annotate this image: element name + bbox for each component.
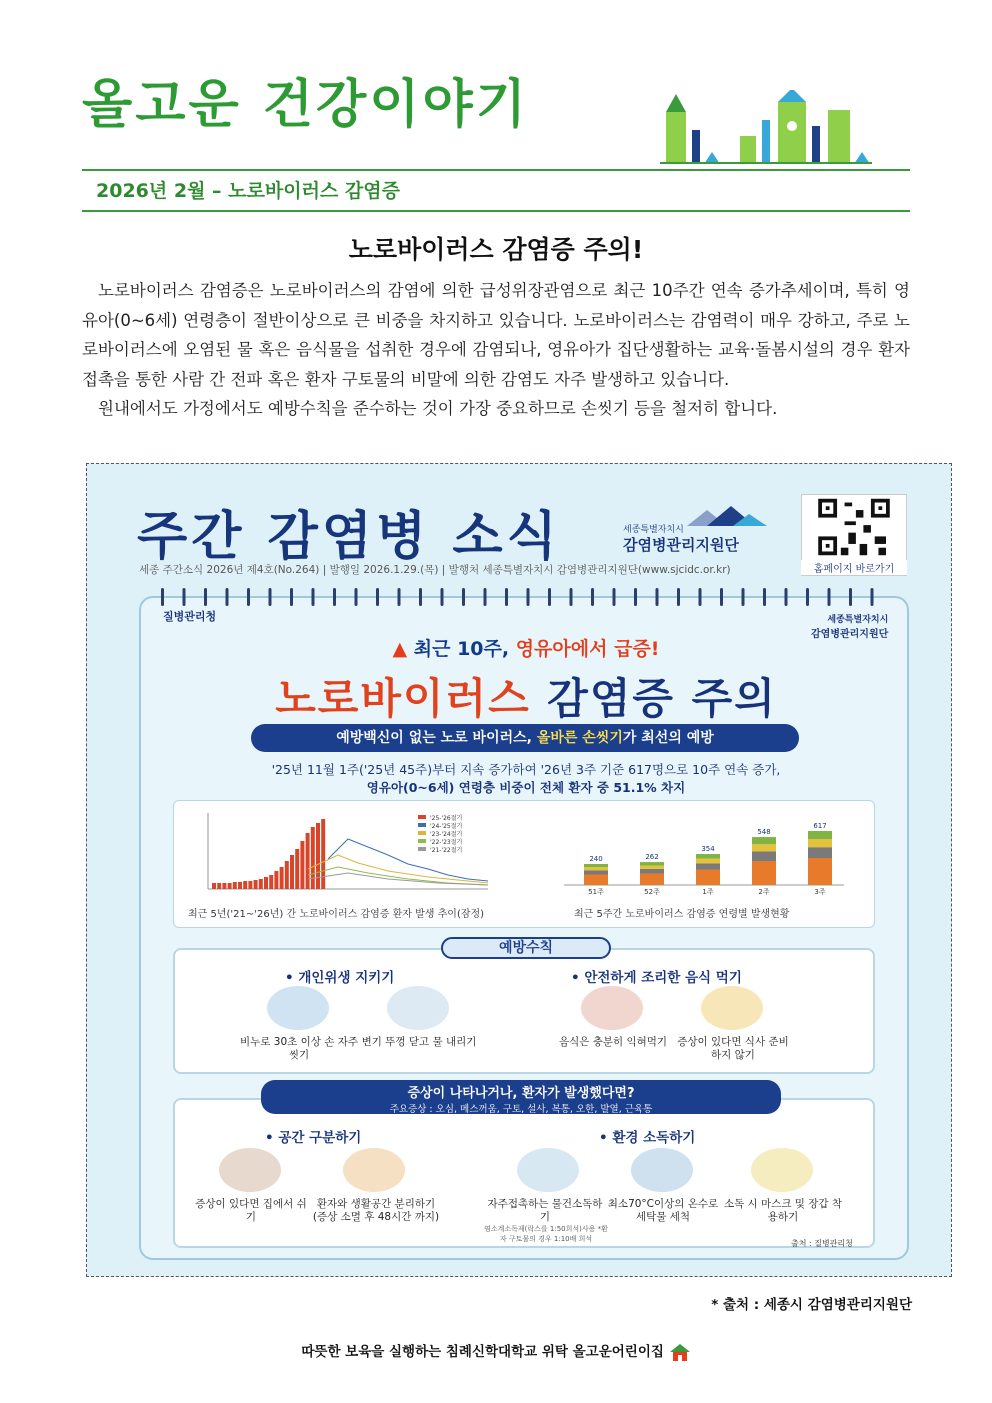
ring bbox=[763, 588, 766, 606]
symptom-banner bbox=[261, 1080, 781, 1114]
ring bbox=[634, 588, 637, 606]
ring bbox=[462, 588, 465, 606]
legend-swatch bbox=[418, 815, 426, 819]
bar-segment bbox=[640, 862, 664, 865]
bar-segment bbox=[640, 869, 664, 874]
bar-mark bbox=[264, 877, 268, 889]
alert-text-b: 영유아에서 급증! bbox=[515, 638, 660, 660]
poster-org-name: 감염병관리지원단 bbox=[623, 536, 739, 554]
legend-label: '24-'25절기 bbox=[430, 823, 463, 830]
sym-item-4: 최소70°C이상의 온수로 세탁물 세척 bbox=[607, 1198, 719, 1223]
legend-label: '25-'26절기 bbox=[430, 815, 463, 822]
ring bbox=[849, 588, 852, 606]
qr-code-icon bbox=[802, 495, 906, 559]
ring bbox=[484, 588, 487, 606]
sym-heading-2: • 환경 소독하기 bbox=[599, 1130, 696, 1146]
poster-source: 출처 : 질병관리청 bbox=[791, 1239, 853, 1248]
ring bbox=[548, 588, 551, 606]
ring bbox=[871, 588, 874, 606]
bar-segment bbox=[752, 851, 776, 861]
bar-value-label: 354 bbox=[701, 845, 715, 854]
sym-note: 염소계소독제(락스를 1:50희석)사용 *환자 구토물의 경우 1:10배 희석 bbox=[484, 1225, 608, 1243]
banner-text-b: 올바른 손씻기 bbox=[536, 730, 623, 746]
bar-mark bbox=[274, 871, 278, 889]
ring bbox=[312, 588, 315, 606]
bar-segment bbox=[696, 854, 720, 859]
prev-item-1: 비누로 30초 이상 손 자주 씻기 bbox=[240, 1036, 358, 1061]
article-headline: 노로바이러스 감염증 주의! bbox=[348, 235, 644, 264]
bar-mark bbox=[280, 867, 284, 889]
ring bbox=[785, 588, 788, 606]
bar-category-label: 52주 bbox=[644, 888, 660, 896]
prevention-banner bbox=[251, 724, 799, 752]
sym-title: 증상이 나타나거나, 환자가 발생했다면? bbox=[407, 1086, 635, 1101]
bar-segment bbox=[696, 870, 720, 885]
bar-segment bbox=[752, 837, 776, 844]
ring bbox=[204, 588, 207, 606]
ring bbox=[376, 588, 379, 606]
article-paragraph-1: 노로바이러스 감염증은 노로바이러스의 감염에 의한 급성위장관염으로 최근 10주간 연속 증가추세이며, 특히 영유아(0~6세) 연령층이 절반이상으로 큰 비중을 차지하고 있습니다. 노로바이러스는 감염력이 매우 강하고, 주로 노로바이러스에 오염된 물 혹은 음식물을 섭취한 경우에 감염되나, 영유아가 집단생활하는 교육·돌봄시설의 경우 환자접촉을 통한 사람 간 전파 혹은 환자 구토물의 비말에 의한 감염도 자주 발생하고 있습니다. bbox=[82, 281, 910, 389]
siren-icon: ▲ bbox=[392, 638, 414, 660]
sjc-name: 감염병관리지원단 bbox=[811, 629, 889, 640]
ring bbox=[398, 588, 401, 606]
bar-mark bbox=[300, 841, 304, 889]
ring bbox=[183, 588, 186, 606]
article-paragraph-2: 원내에서도 가정에서도 예방수칙을 준수하는 것이 가장 중요하므로 손씻기 등을 철저히 합니다. bbox=[98, 399, 778, 418]
bar-segment bbox=[752, 861, 776, 885]
bar-segment bbox=[584, 867, 608, 870]
infection-news-poster bbox=[86, 463, 952, 1277]
footer-label: 따뜻한 보육을 실행하는 침례신학대학교 위탁 올고운어린이집 bbox=[301, 1344, 664, 1360]
alert-text-a: 최근 10주, bbox=[413, 638, 516, 660]
cooking-pot-icon bbox=[581, 986, 643, 1030]
bar-segment bbox=[584, 875, 608, 886]
ring bbox=[699, 588, 702, 606]
age-bar-chart bbox=[544, 809, 854, 897]
ring bbox=[355, 588, 358, 606]
bar-mark bbox=[269, 875, 273, 889]
ring bbox=[505, 588, 508, 606]
prevention-label: 예방수칙 bbox=[441, 937, 611, 959]
legend-swatch bbox=[418, 823, 426, 827]
series-line bbox=[308, 867, 488, 885]
article-body bbox=[82, 276, 910, 424]
stat-line-1: '25년 11월 1주('25년 45주)부터 지속 증가하여 '26년 3주 기준 617명으로 10주 연속 증가, bbox=[271, 762, 781, 777]
bar-segment bbox=[808, 839, 832, 847]
bar-segment bbox=[696, 863, 720, 869]
sjc-small: 세종특별자치시 bbox=[827, 615, 889, 625]
bar-category-label: 2주 bbox=[758, 888, 770, 896]
bar-segment bbox=[696, 859, 720, 864]
separate-space-icon bbox=[343, 1148, 405, 1192]
symptom-section bbox=[173, 1098, 875, 1248]
prev-item-3: 음식은 충분히 익혀먹기 bbox=[558, 1036, 668, 1048]
org-logo-icon bbox=[687, 504, 767, 526]
bar-mark bbox=[222, 883, 226, 889]
prev-heading-2: • 안전하게 조리한 음식 먹기 bbox=[571, 970, 742, 986]
bar-segment bbox=[584, 864, 608, 867]
bar-segment bbox=[808, 831, 832, 839]
ring bbox=[656, 588, 659, 606]
ring bbox=[570, 588, 573, 606]
bar-mark bbox=[306, 833, 310, 889]
chart2-caption: 최근 5주간 노로바이러스 감염증 연령별 발생현황 bbox=[574, 909, 790, 920]
bar-value-label: 262 bbox=[645, 853, 659, 862]
sym-item-5: 소독 시 마스크 및 장갑 착용하기 bbox=[723, 1198, 843, 1223]
issue-subtitle: 2026년 2월 – 노로바이러스 감염증 bbox=[96, 180, 400, 202]
big-headline-red: 노로바이러스 bbox=[275, 674, 548, 723]
bar-mark bbox=[321, 819, 325, 889]
building-illustration bbox=[660, 90, 872, 164]
bar-segment bbox=[752, 844, 776, 851]
bar-mark bbox=[212, 883, 216, 889]
ring bbox=[527, 588, 530, 606]
ring bbox=[828, 588, 831, 606]
legend-swatch bbox=[418, 839, 426, 843]
sym-heading-1: • 공간 구분하기 bbox=[265, 1130, 362, 1146]
kdca-logo: 질병관리청 bbox=[163, 610, 217, 623]
ring bbox=[677, 588, 680, 606]
sym-item-2: 환자와 생활공간 분리하기 (증상 소멸 후 48시간 까지) bbox=[312, 1198, 440, 1223]
bar-segment bbox=[640, 866, 664, 869]
ring bbox=[161, 588, 164, 606]
poster-meta: 세종 주간소식 2026년 제4호(No.264) | 발행일 2026.1.29.(목) | 발행처 세종특별자치시 감염병관리지원단(www.sjcidc.or.kr) bbox=[139, 564, 731, 576]
ring bbox=[613, 588, 616, 606]
legend-label: '21-'22절기 bbox=[430, 847, 463, 854]
no-cooking-icon bbox=[701, 986, 763, 1030]
legend-label: '23-'24절기 bbox=[430, 831, 463, 838]
ring bbox=[333, 588, 336, 606]
bar-mark bbox=[238, 882, 242, 889]
bar-mark bbox=[248, 881, 252, 889]
washing-machine-icon bbox=[631, 1148, 693, 1192]
sym-subtitle: 주요증상 : 오심, 메스꺼움, 구토, 설사, 복통, 오한, 발열, 근육통 bbox=[389, 1104, 653, 1115]
ring bbox=[419, 588, 422, 606]
ring bbox=[720, 588, 723, 606]
stat-line-2: 영유아(0~6세) 연령층 비중이 전체 환자 중 51.1% 차지 bbox=[366, 780, 686, 795]
bar-category-label: 3주 bbox=[814, 888, 826, 896]
ring bbox=[806, 588, 809, 606]
bar-mark bbox=[311, 827, 315, 889]
top-rule bbox=[82, 169, 910, 171]
bar-segment bbox=[808, 858, 832, 885]
poster-title: 주간 감염병 소식 bbox=[137, 507, 561, 567]
bar-mark bbox=[233, 882, 237, 889]
bar-segment bbox=[640, 874, 664, 885]
bar-mark bbox=[254, 880, 258, 889]
page-title: 올고운 건강이야기 bbox=[82, 75, 529, 135]
alert-line bbox=[141, 634, 911, 661]
resting-icon bbox=[219, 1148, 281, 1192]
charts-panel bbox=[173, 800, 875, 928]
bar-mark bbox=[285, 861, 289, 889]
handwash-icon bbox=[267, 986, 329, 1030]
qr-homepage-link[interactable]: 홈페이지 바로가기 bbox=[801, 560, 907, 575]
ring bbox=[441, 588, 444, 606]
bar-segment bbox=[584, 870, 608, 874]
ring bbox=[591, 588, 594, 606]
sym-item-1: 증상이 있다면 집에서 쉬기 bbox=[195, 1198, 307, 1223]
bottom-rule bbox=[82, 210, 910, 212]
legend-swatch bbox=[418, 831, 426, 835]
chart1-caption: 최근 5년('21~'26년) 간 노로바이러스 감염증 환자 발생 추이(잠정) bbox=[188, 909, 485, 920]
prevention-section bbox=[173, 948, 875, 1074]
bar-value-label: 548 bbox=[757, 828, 771, 837]
disinfect-icon bbox=[517, 1148, 579, 1192]
banner-text-c: 가 최선의 예방 bbox=[622, 730, 714, 746]
prev-heading-1: • 개인위생 지키기 bbox=[285, 970, 395, 986]
ring bbox=[226, 588, 229, 606]
prev-item-2: 변기 뚜껑 닫고 물 내리기 bbox=[361, 1036, 477, 1048]
ring bbox=[290, 588, 293, 606]
bar-mark bbox=[259, 879, 263, 889]
bar-mark bbox=[217, 883, 221, 889]
ring bbox=[742, 588, 745, 606]
bar-value-label: 240 bbox=[589, 855, 603, 863]
ring bbox=[269, 588, 272, 606]
legend-label: '22-'23절기 bbox=[430, 839, 463, 846]
bar-mark bbox=[290, 855, 294, 889]
house-icon bbox=[669, 1343, 691, 1361]
source-credit: * 출처 : 세종시 감염병관리지원단 bbox=[711, 1297, 912, 1313]
bar-mark bbox=[243, 881, 247, 889]
bar-value-label: 617 bbox=[813, 822, 827, 831]
legend-swatch bbox=[418, 847, 426, 851]
trend-line-chart bbox=[188, 809, 498, 897]
bar-category-label: 1주 bbox=[702, 888, 714, 896]
ring bbox=[247, 588, 250, 606]
bar-mark bbox=[316, 823, 320, 889]
spiral-rings bbox=[141, 588, 911, 610]
banner-text-a: 예방백신이 없는 노로 바이러스, bbox=[336, 730, 537, 746]
toilet-flush-icon bbox=[387, 986, 449, 1030]
big-headline bbox=[141, 666, 911, 726]
series-line bbox=[328, 839, 488, 881]
poster-card bbox=[139, 596, 909, 1260]
footer-text bbox=[0, 1340, 992, 1361]
prev-item-4: 증상이 있다면 식사 준비하지 않기 bbox=[677, 1036, 789, 1061]
bar-segment bbox=[808, 847, 832, 858]
mask-gloves-icon bbox=[751, 1148, 813, 1192]
bar-mark bbox=[228, 883, 232, 889]
poster-org-small: 세종특별자치시 bbox=[623, 525, 684, 535]
big-headline-navy: 감염증 주의 bbox=[547, 674, 777, 723]
bar-mark bbox=[295, 849, 299, 889]
bar-category-label: 51주 bbox=[588, 888, 604, 896]
sym-item-3: 자주접촉하는 물건소독하기 bbox=[487, 1198, 603, 1223]
